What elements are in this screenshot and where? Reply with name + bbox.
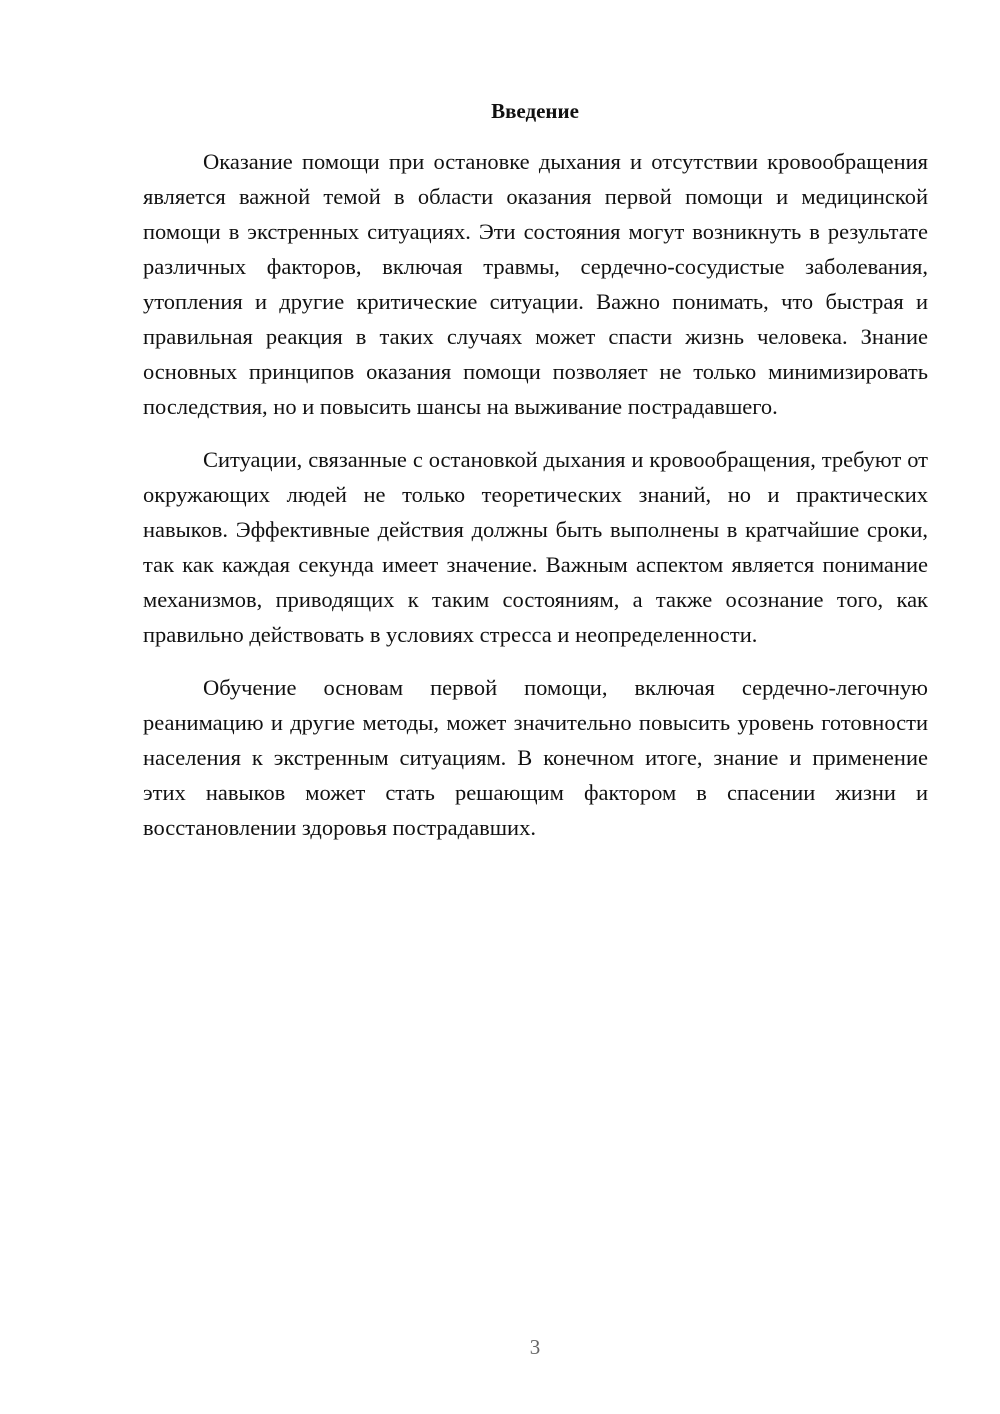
paragraph-2: Ситуации, связанные с остановкой дыхания и кровообращения, требуют от окружающих людей не только теоретических знаний, но и практических навыков. Эффективные действия должны быть выполнены в кратчайшие сроки, так как каждая секунда имеет значение. Важным аспектом является понимание механизмов, приводящих к таким состояниям, а также осознание того, как правильно действовать в условиях стресса и неопределенности. bbox=[143, 447, 928, 647]
page-number: 3 bbox=[529, 1335, 541, 1359]
paragraph-1: Оказание помощи при остановке дыхания и отсутствии кровообращения является важной темой в области оказания первой помощи и медицинской помощи в экстренных ситуациях. Эти состояния могут возникнуть в результате различных факторов, включая травмы, сердечно-сосудистые заболевания, утопления и другие критические ситуации. Важно понимать, что быстрая и правильная реакция в таких случаях может спасти жизнь человека. Знание основных принципов оказания помощи позволяет не только минимизировать последствия, но и повысить шансы на выживание пострадавшего. bbox=[143, 149, 928, 419]
body-text bbox=[143, 144, 928, 863]
section-title: Введение bbox=[491, 99, 579, 123]
paragraph-3: Обучение основам первой помощи, включая сердечно-легочную реанимацию и другие методы, может значительно повысить уровень готовности населения к экстренным ситуациям. В конечном итоге, знание и применение этих навыков может стать решающим фактором в спасении жизни и восстановлении здоровья пострадавших. bbox=[143, 675, 928, 840]
